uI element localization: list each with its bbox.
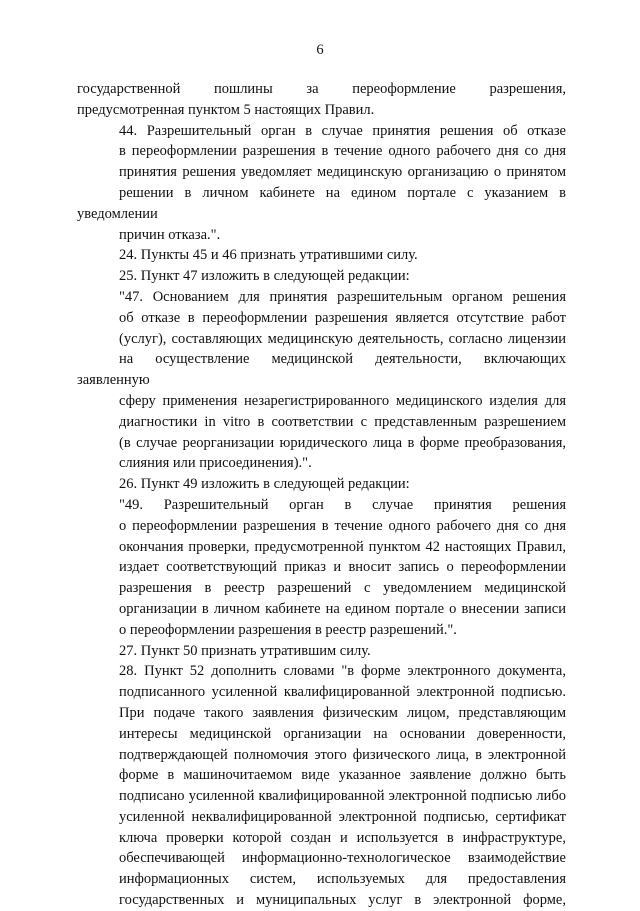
text-line: сферу применения незарегистрированного медицинского изделия для <box>119 392 566 409</box>
text-line: государственной пошлины за переоформление разрешения, <box>77 81 566 97</box>
paragraph <box>77 474 566 495</box>
paragraph <box>77 266 566 287</box>
text-line: слияния или присоединения).". <box>119 455 312 472</box>
text-line: "49. Разрешительный орган в случае принятия решения <box>119 496 566 513</box>
document-body <box>77 79 566 911</box>
text-line: интересы медицинской организации на основании доверенности, <box>119 725 566 742</box>
paragraph <box>77 121 566 246</box>
text-line: организации в личном кабинете на едином портале о внесении записи <box>119 600 566 617</box>
text-line: 25. Пункт 47 изложить в следующей редакции: <box>119 268 410 285</box>
text-line: в переоформлении разрешения в течение одного рабочего дня со дня <box>119 143 566 160</box>
paragraph <box>77 287 566 474</box>
text-line: государственных и муниципальных услуг в электронной форме, <box>119 892 566 909</box>
paragraph <box>77 661 566 911</box>
text-line: усиленной неквалифицированной электронной подписью, сертификат <box>119 808 566 825</box>
text-line: информационных систем, используемых для предоставления <box>119 871 566 888</box>
text-line: обеспечивающей информационно-технологическое взаимодействие <box>119 850 566 867</box>
text-line: "47. Основанием для принятия разрешительным органом решения <box>119 288 566 305</box>
paragraph <box>77 495 566 641</box>
text-line: принятия решения уведомляет медицинскую организацию о принятом <box>119 164 566 181</box>
paragraph <box>77 641 566 662</box>
text-line: диагностики in vitro в соответствии с представленным разрешением <box>119 413 566 430</box>
text-line: подписанного усиленной квалифицированной электронной подписью. <box>119 684 566 701</box>
text-line: подтверждающей полномочия этого физического лица, в электронной <box>119 746 566 763</box>
text-line: 26. Пункт 49 изложить в следующей редакции: <box>119 476 410 493</box>
text-line: подписано усиленной квалифицированной электронной подписью либо <box>119 788 566 805</box>
text-line: 28. Пункт 52 дополнить словами "в форме электронного документа, <box>119 663 566 680</box>
text-line: предусмотренная пунктом 5 настоящих Правил. <box>77 101 375 118</box>
paragraph <box>77 79 566 121</box>
text-line: При подаче такого заявления физическим лицом, представляющим <box>119 704 566 721</box>
text-line: причин отказа.". <box>119 226 221 243</box>
text-line: на осуществление медицинской деятельности, включающих заявленную <box>77 351 566 389</box>
text-line: о переоформлении разрешения в реестр разрешений.". <box>119 621 457 638</box>
text-line: издает соответствующий приказ и вносит запись о переоформлении <box>119 559 566 576</box>
text-line: (услуг), составляющих медицинскую деятельность, согласно лицензии <box>119 330 566 347</box>
text-line: окончания проверки, предусмотренной пунктом 42 настоящих Правил, <box>119 538 566 555</box>
page-number: 6 <box>316 42 324 58</box>
text-line: разрешения в реестр разрешений с уведомлением медицинской <box>119 580 566 597</box>
text-line: форме в машиночитаемом виде указанное заявление должно быть <box>119 767 566 784</box>
text-line: 27. Пункт 50 признать утратившим силу. <box>119 642 371 659</box>
text-line: ключа проверки которой создан и используется в инфраструктуре, <box>119 829 566 846</box>
text-line: (в случае реорганизации юридического лица в форме преобразования, <box>119 434 566 451</box>
text-line: решении в личном кабинете на едином портале с указанием в уведомлении <box>77 184 566 222</box>
text-line: 44. Разрешительный орган в случае принятия решения об отказе <box>119 122 566 139</box>
paragraph <box>77 245 566 266</box>
text-line: об отказе в переоформлении разрешения является отсутствие работ <box>119 309 566 326</box>
text-line: 24. Пункты 45 и 46 признать утратившими силу. <box>119 247 418 264</box>
text-line: о переоформлении разрешения в течение одного рабочего дня со дня <box>119 517 566 534</box>
